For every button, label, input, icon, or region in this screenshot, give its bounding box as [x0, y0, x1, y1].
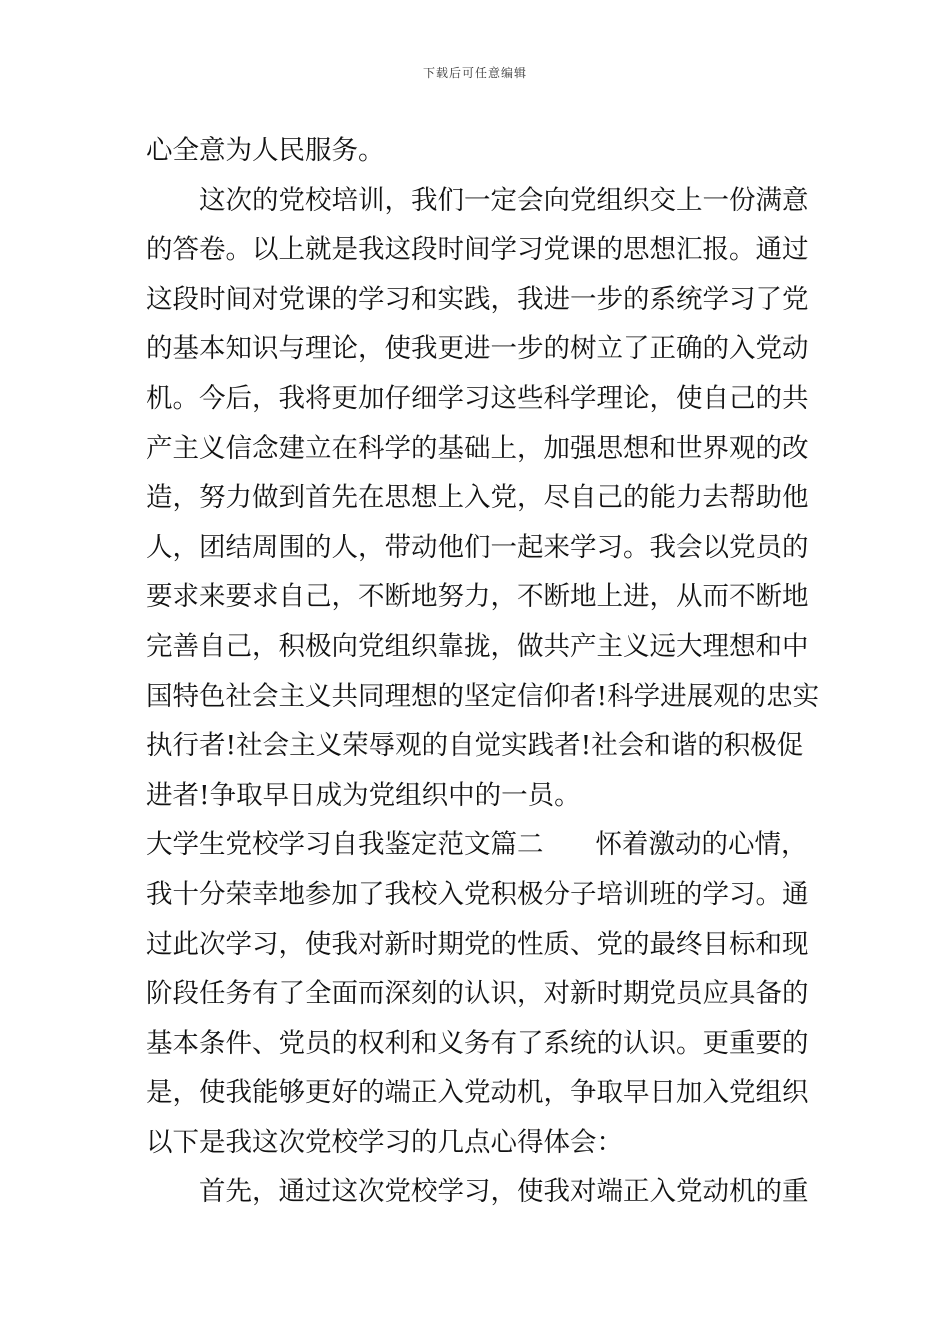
paragraph-first-line: 这次的党校培训，我们一定会向党组织交上一份满意 — [199, 184, 809, 216]
text-line: 以下是我这次党校学习的几点心得体会： — [146, 1126, 623, 1158]
text-line: 阶段任务有了全面而深刻的认识，对新时期党员应具备的 — [146, 978, 809, 1010]
text-line: 基本条件、党员的权利和义务有了系统的认识。更重要的 — [146, 1027, 809, 1059]
text-line: 国特色社会主义共同理想的坚定信仰者!科学进展观的忠实 — [146, 680, 820, 712]
text-line: 产主义信念建立在科学的基础上，加强思想和世界观的改 — [146, 432, 809, 464]
text-line: 进者!争取早日成为党组织中的一员。 — [146, 779, 581, 811]
paragraph-first-line: 首先，通过这次党校学习，使我对端正入党动机的重 — [199, 1176, 809, 1208]
text-line: 的答卷。以上就是我这段时间学习党课的思想汇报。通过 — [146, 234, 809, 266]
section-heading-line — [146, 820, 810, 870]
page-header-note: 下载后可任意编辑 — [422, 66, 527, 80]
text-line: 心全意为人民服务。 — [146, 135, 385, 166]
text-line: 这段时间对党课的学习和实践，我进一步的系统学习了党 — [146, 283, 809, 315]
text-line: 造，努力做到首先在思想上入党，尽自己的能力去帮助他 — [146, 482, 809, 514]
text-line: 我十分荣幸地参加了我校入党积极分子培训班的学习。通 — [146, 878, 809, 910]
section-heading: 大学生党校学习自我鉴定范文篇二 — [146, 829, 544, 861]
text-line: 完善自己，积极向党组织靠拢，做共产主义远大理想和中 — [146, 630, 809, 662]
text-line: 的基本知识与理论，使我更进一步的树立了正确的入党动 — [146, 333, 809, 365]
document-body — [146, 126, 820, 1217]
text-line: 机。今后，我将更加仔细学习这些科学理论，使自己的共 — [146, 382, 809, 414]
text-line: 执行者!社会主义荣辱观的自觉实践者!社会和谐的积极促 — [146, 730, 804, 762]
text-line: 过此次学习，使我对新时期党的性质、党的最终目标和现 — [146, 928, 809, 960]
text-line: 人，团结周围的人，带动他们一起来学习。我会以党员的 — [146, 531, 809, 563]
text-line: 怀着激动的心情， — [595, 829, 808, 861]
text-line: 要求来要求自己，不断地努力，不断地上进，从而不断地 — [146, 581, 809, 613]
text-line: 是，使我能够更好的端正入党动机，争取早日加入党组织 — [146, 1077, 809, 1109]
